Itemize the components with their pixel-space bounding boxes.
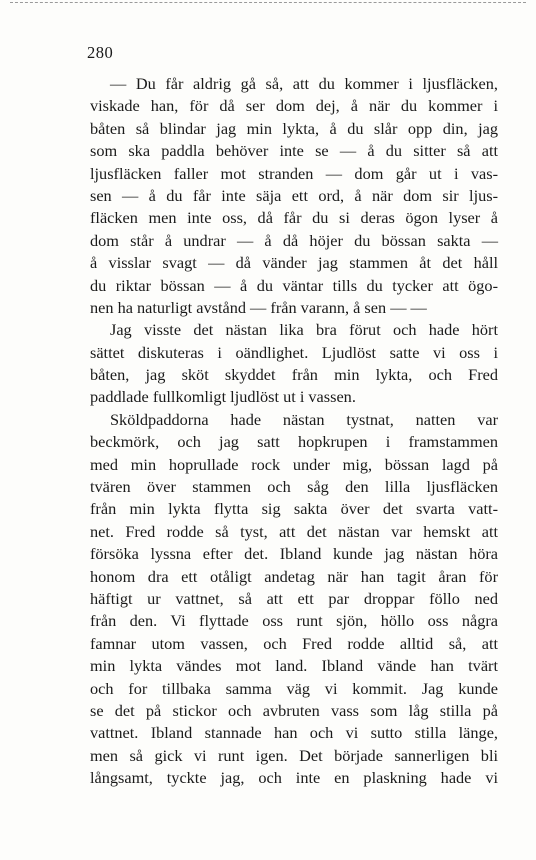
text-line: båten, jag sköt skyddet från min lykta, och Fred <box>90 365 498 385</box>
page-top-edge <box>10 2 526 3</box>
text-line: ljusfläcken faller mot stranden — dom går ut i vas- <box>90 163 498 183</box>
text-line: tvären över stammen och såg den lilla ljusfläcken <box>90 477 498 497</box>
text-line: häftigt ur vattnet, så att ett par droppar föllo ned <box>90 588 498 608</box>
text-line: å visslar svagt — då vänder jag stammen åt det håll <box>90 253 498 273</box>
text-line: sen — å du får inte säja ett ord, å när dom sir ljus- <box>90 185 498 205</box>
text-line: viskade han, för då ser dom dej, å när du kommer i <box>90 96 498 116</box>
text-line: båten så blindar jag min lykta, å du slår opp din, jag <box>90 118 498 138</box>
text-line: Sköldpaddorna hade nästan tystnat, natten var <box>110 409 498 429</box>
text-line: från min lykta flytta sig sakta över det svarta vatt- <box>90 499 498 519</box>
text-line: Jag visste det nästan lika bra förut och hade hört <box>110 320 498 340</box>
text-line: du riktar bössan — å du väntar tills du tycker att ögo- <box>90 275 498 295</box>
text-line: sättet diskuteras i oändlighet. Ljudlöst satte vi oss i <box>90 342 498 362</box>
text-line: honom dra ett otåligt andetag när han tagit åran för <box>90 566 498 586</box>
text-line: dom står å undrar — å då höjer du bössan sakta — <box>90 230 498 250</box>
page-number: 280 <box>87 43 114 62</box>
text-line: se det på stickor och avbruten vass som låg stilla på <box>90 700 498 720</box>
text-line: fläcken men inte oss, då får du si deras ögon lyser å <box>90 208 498 228</box>
text-line: men så gick vi runt igen. Det började sannerligen bli <box>90 745 498 765</box>
text-line: vattnet. Ibland stannade han och vi sutto stilla länge, <box>90 723 498 743</box>
text-line: famnar utom vassen, och Fred rodde alltid så, att <box>90 633 498 653</box>
text-line: långsamt, tyckte jag, och inte en plaskning hade vi <box>90 768 498 788</box>
body-text <box>90 73 498 790</box>
text-line: net. Fred rodde så tyst, att det nästan var hemskt att <box>90 521 498 541</box>
text-line: och for tillbaka samma väg vi kommit. Jag kunde <box>90 678 498 698</box>
text-line: från den. Vi flyttade oss runt sjön, höllo oss några <box>90 611 498 631</box>
text-line: — Du får aldrig gå så, att du kommer i ljusfläcken, <box>110 74 498 93</box>
text-line: försöka lyssna efter det. Ibland kunde jag nästan höra <box>90 544 498 564</box>
text-line: paddlade fullkomligt ljudlöst ut i vassen. <box>90 387 356 407</box>
text-line: min lykta vändes mot land. Ibland vände han tvärt <box>90 656 498 676</box>
text-line: nen ha naturligt avstånd — från varann, å sen — — <box>90 297 427 317</box>
text-line: med min hoprullade rock under mig, bössan lagd på <box>90 454 498 474</box>
text-line: som ska paddla behöver inte se — å du sitter så att <box>90 141 498 161</box>
text-line: beckmörk, och jag satt hopkrupen i framstammen <box>90 432 498 452</box>
